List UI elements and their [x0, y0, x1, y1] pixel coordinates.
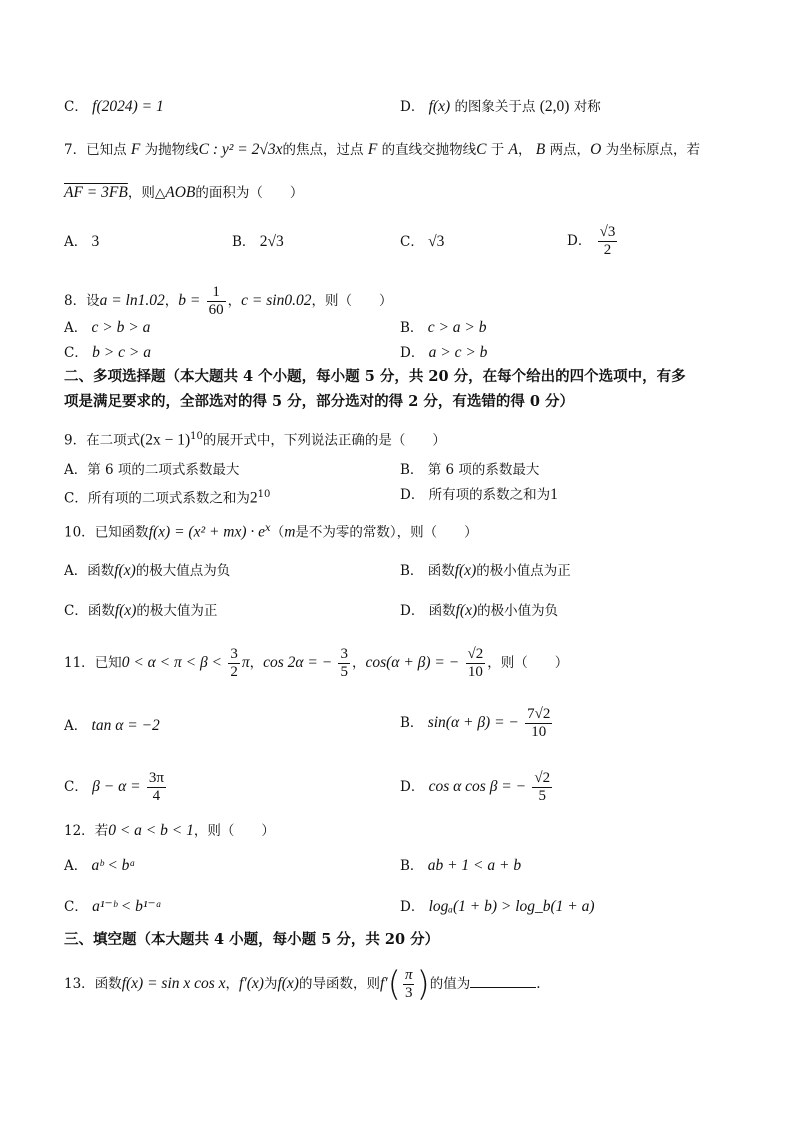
- stem-text: 已知函数: [94, 524, 149, 541]
- math-expression: c = sin0.02: [241, 292, 312, 309]
- question-number: 9．: [64, 432, 87, 449]
- denominator: 10: [531, 724, 547, 740]
- math-expression: f(x): [277, 975, 299, 992]
- stem-text: ，则（ ）: [311, 293, 393, 309]
- q12-stem: [64, 822, 275, 840]
- numerator: π: [404, 967, 413, 983]
- q13-stem: [64, 964, 541, 1005]
- numerator: 3: [340, 646, 348, 662]
- option-label: D．: [400, 899, 425, 915]
- option-value: β − α =: [92, 778, 141, 795]
- math-var: F: [130, 141, 141, 158]
- option-text: 第 6 项的二项式系数最大: [87, 462, 240, 478]
- option-text: 函数: [87, 563, 115, 579]
- option-label: D．: [400, 603, 425, 619]
- numerator: 1: [207, 284, 226, 302]
- numerator: √3: [599, 224, 616, 240]
- stem-text: 的展开式中，下列说法正确的是（ ）: [202, 432, 446, 449]
- option-text: 所有项的系数之和为: [428, 487, 551, 503]
- exponent: 10: [190, 431, 203, 442]
- q10-option-a[interactable]: [64, 562, 230, 580]
- option-label: C．: [64, 345, 88, 361]
- exponent: x: [265, 523, 271, 534]
- fraction: [228, 646, 240, 681]
- math-var: A: [508, 141, 518, 158]
- numerator: √2: [467, 646, 484, 662]
- option-label: A．: [64, 320, 88, 336]
- q12-option-d[interactable]: [400, 898, 595, 916]
- option-value: cos α cos β = −: [428, 778, 527, 795]
- stem-text: ，则（ ）: [487, 655, 569, 671]
- option-label: A．: [64, 718, 88, 734]
- math-expression: cos 2α = −: [263, 654, 333, 671]
- option-label: C．: [64, 490, 88, 507]
- section-heading: 二、多项选择题（本大题共 4 个小题，每小题 5 分，共 20 分，在每个给出的四个选项中，有多: [64, 368, 686, 385]
- q7-option-c[interactable]: [400, 233, 444, 251]
- math-var: B: [535, 141, 546, 158]
- math-expression: C : y² = 2√3x: [198, 141, 283, 158]
- option-label: B．: [400, 320, 424, 336]
- math-expression: f(x) = sin x cos x: [121, 975, 226, 992]
- option-label: A．: [64, 462, 88, 478]
- option-text: 的极大值为正: [136, 603, 218, 619]
- option-text: 对称: [573, 99, 601, 115]
- section-heading: 三、填空题（本大题共 4 小题，每小题 5 分，共 20 分）: [64, 931, 440, 948]
- q11-stem: 11．已知0 < α < π < β < $\frac{3}{2}$ π，cos 2α = − $\frac{3}{5}$ ，cos(α + β) = − $\frac{√2}{10}$ ，则（ ）: [64, 646, 569, 680]
- option-label: D．: [400, 487, 425, 503]
- option-value: tan α = −2: [91, 717, 160, 734]
- stem-text: 已知点: [86, 142, 127, 158]
- q8-option-a[interactable]: [64, 319, 150, 337]
- exponent: 10: [257, 489, 271, 500]
- math-expression: b =: [178, 292, 201, 309]
- option-value: aᵇ < bᵃ: [91, 857, 136, 874]
- q7-stem-line1: 7．已知点 F 为抛物线C : y² = 2√3x的焦点，过点 F 的直线交抛物线C 于 A， B 两点，O 为坐标原点，若: [64, 141, 701, 158]
- question-number: 7．: [64, 142, 87, 158]
- stem-text: （: [270, 524, 285, 541]
- stem-text: 于: [490, 142, 505, 158]
- denominator: 4: [152, 788, 161, 804]
- q12-option-a[interactable]: [64, 857, 136, 875]
- option-value: a¹⁻ᵇ < b¹⁻ᵃ: [92, 898, 162, 915]
- option-text: 第 6 项的系数最大: [427, 462, 540, 478]
- denominator: 2: [603, 242, 612, 258]
- math-var: F: [367, 141, 378, 158]
- option-label: B．: [232, 234, 256, 250]
- option-value: logₐ(1 + b) > log_b(1 + a): [428, 898, 595, 915]
- math-expression: f(x) = (x² + mx) · e: [148, 523, 266, 541]
- option-label: B．: [400, 563, 424, 579]
- section-heading-cont: 项是满足要求的，全部选对的得 5 分，部分选对的得 2 分，有选错的得 0 分）: [64, 393, 575, 410]
- option-value: b > c > a: [92, 344, 151, 361]
- option-label: C．: [64, 99, 88, 115]
- q11-option-d[interactable]: [400, 770, 554, 805]
- math-expression: 0 < α < π < β <: [121, 654, 223, 671]
- q7-option-d[interactable]: [567, 224, 619, 259]
- fraction: [466, 646, 486, 681]
- option-label: A．: [64, 858, 88, 874]
- q11-option-a[interactable]: [64, 717, 160, 735]
- question-number: 10．: [64, 524, 95, 541]
- option-label: D．: [400, 779, 425, 795]
- stem-text: 若: [94, 823, 109, 839]
- q7-stem-line2: [64, 184, 303, 202]
- option-text: 的极大值点为负: [135, 563, 231, 579]
- stem-text: 是不为零的常数），则（ ）: [295, 524, 478, 541]
- option-text: 的图象关于点: [454, 99, 536, 115]
- option-label: B．: [400, 715, 424, 731]
- option-text: 函数: [428, 603, 456, 619]
- math-var: π: [241, 654, 250, 671]
- q7-option-b[interactable]: [232, 233, 284, 251]
- option-label: C．: [64, 779, 88, 795]
- option-text: 函数: [87, 603, 115, 619]
- q9-option-a[interactable]: [64, 461, 239, 479]
- option-label: D．: [400, 345, 425, 361]
- option-text: 的极小值为负: [477, 603, 559, 619]
- denominator: 60: [208, 302, 224, 318]
- question-number: 13．: [64, 976, 95, 992]
- q7-option-a[interactable]: [64, 233, 99, 251]
- option-value: c > b > a: [91, 319, 151, 336]
- q10-stem: [64, 520, 478, 542]
- stem-text: ，则（ ）: [193, 823, 275, 839]
- option-label: C．: [64, 899, 88, 915]
- q12-option-c[interactable]: [64, 898, 162, 916]
- fraction: [532, 770, 552, 805]
- math-expression: (2x − 1): [140, 431, 191, 449]
- fraction: [525, 706, 552, 741]
- q6-option-c[interactable]: [64, 98, 164, 116]
- fraction: [403, 967, 415, 1002]
- fraction: [598, 224, 618, 259]
- option-label: A．: [64, 563, 88, 579]
- math-expression: a = ln1.02: [99, 292, 165, 309]
- option-label: C．: [64, 603, 88, 619]
- q11-option-c[interactable]: [64, 770, 168, 805]
- option-text: 的极小值点为正: [476, 563, 571, 579]
- numerator: √2: [534, 770, 551, 786]
- option-text: 函数: [427, 563, 455, 579]
- denominator: 10: [467, 664, 483, 680]
- stem-text: ，则△: [127, 185, 166, 201]
- numerator: 7√2: [527, 706, 551, 722]
- q10-option-c[interactable]: [64, 602, 217, 620]
- math-expression: f(2024) = 1: [92, 98, 164, 115]
- option-value: c > a > b: [427, 319, 487, 336]
- q12-option-b[interactable]: [400, 857, 521, 875]
- option-value: sin(α + β) = −: [427, 714, 519, 731]
- q8-option-b[interactable]: [400, 319, 487, 337]
- fraction: [147, 770, 166, 805]
- q11-option-b[interactable]: [400, 706, 554, 741]
- q6-option-d[interactable]: [400, 98, 601, 116]
- option-value: 2√3: [259, 233, 284, 250]
- answer-blank[interactable]: [470, 975, 536, 988]
- stem-text: 已知: [94, 655, 122, 671]
- math-var: m: [284, 523, 296, 541]
- math-var: O: [590, 141, 602, 158]
- stem-text: 为: [263, 976, 278, 992]
- math-expression: (2,0): [539, 98, 570, 115]
- stem-text: 两点，: [549, 142, 591, 158]
- option-label: D．: [567, 233, 592, 249]
- stem-text: 的直线交抛物线: [381, 142, 477, 158]
- stem-text: 在二项式: [86, 432, 141, 449]
- math-var: C: [476, 141, 487, 158]
- stem-text: 函数: [94, 976, 122, 992]
- option-value: ab + 1 < a + b: [427, 857, 522, 874]
- denominator: 5: [340, 664, 348, 680]
- q9-stem: [64, 428, 446, 450]
- denominator: 5: [538, 788, 547, 804]
- option-label: D．: [400, 99, 425, 115]
- q9-option-d[interactable]: [400, 486, 558, 504]
- option-value: a > c > b: [428, 344, 488, 361]
- math-expression: 1: [550, 486, 558, 503]
- math-expression: f(x): [428, 98, 451, 115]
- option-label: A．: [64, 234, 88, 250]
- option-text: 所有项的二项式系数之和为: [87, 490, 250, 507]
- math-expression: 0 < a < b < 1: [108, 822, 194, 839]
- question-number: 8．: [64, 293, 87, 309]
- stem-text: 为坐标原点，若: [605, 142, 701, 158]
- stem-text: ，: [225, 976, 240, 992]
- stem-text: 设: [86, 293, 100, 309]
- stem-text: 的导函数，则: [298, 976, 380, 992]
- stem-text: 的值为: [429, 976, 471, 992]
- math-var: AOB: [165, 184, 196, 201]
- option-value: 3: [91, 233, 100, 250]
- right-paren: ): [416, 964, 430, 1005]
- math-expression: f(x): [114, 562, 136, 579]
- stem-text: 为抛物线: [144, 142, 199, 158]
- stem-text: 的焦点，过点: [282, 142, 364, 158]
- math-expression: f′: [379, 975, 388, 992]
- left-paren: (: [387, 964, 401, 1005]
- q10-option-b[interactable]: [400, 562, 571, 580]
- q9-option-b[interactable]: [400, 461, 539, 479]
- math-expression: f′(x): [239, 975, 264, 992]
- stem-text: .: [536, 976, 541, 992]
- stem-text: 的面积为（ ）: [195, 185, 304, 201]
- q10-option-d[interactable]: [400, 602, 558, 620]
- option-label: C．: [400, 234, 424, 250]
- fraction: [338, 646, 350, 681]
- denominator: 2: [230, 664, 238, 680]
- math-expression: 2: [249, 489, 258, 507]
- math-expression: f(x): [114, 602, 137, 619]
- math-expression: f(x): [455, 602, 478, 619]
- question-number: 11．: [64, 655, 95, 671]
- numerator: 3π: [148, 770, 164, 786]
- option-label: B．: [400, 858, 424, 874]
- q8-option-c[interactable]: [64, 344, 151, 362]
- vector-condition: AF = 3FB: [64, 184, 128, 201]
- math-expression: f(x): [454, 562, 477, 579]
- q8-option-d[interactable]: [400, 344, 487, 362]
- option-label: B．: [400, 462, 424, 478]
- numerator: 3: [230, 646, 238, 662]
- q9-option-c[interactable]: [64, 486, 270, 508]
- question-number: 12．: [64, 823, 95, 839]
- denominator: 3: [404, 985, 413, 1001]
- fraction: [207, 284, 226, 319]
- q8-stem: 8．设a = ln1.02，b = $\frac{1}{60}$ ，c = sin0.02，则（ ）: [64, 284, 393, 318]
- math-expression: cos(α + β) = −: [365, 654, 460, 671]
- option-value: √3: [428, 233, 445, 250]
